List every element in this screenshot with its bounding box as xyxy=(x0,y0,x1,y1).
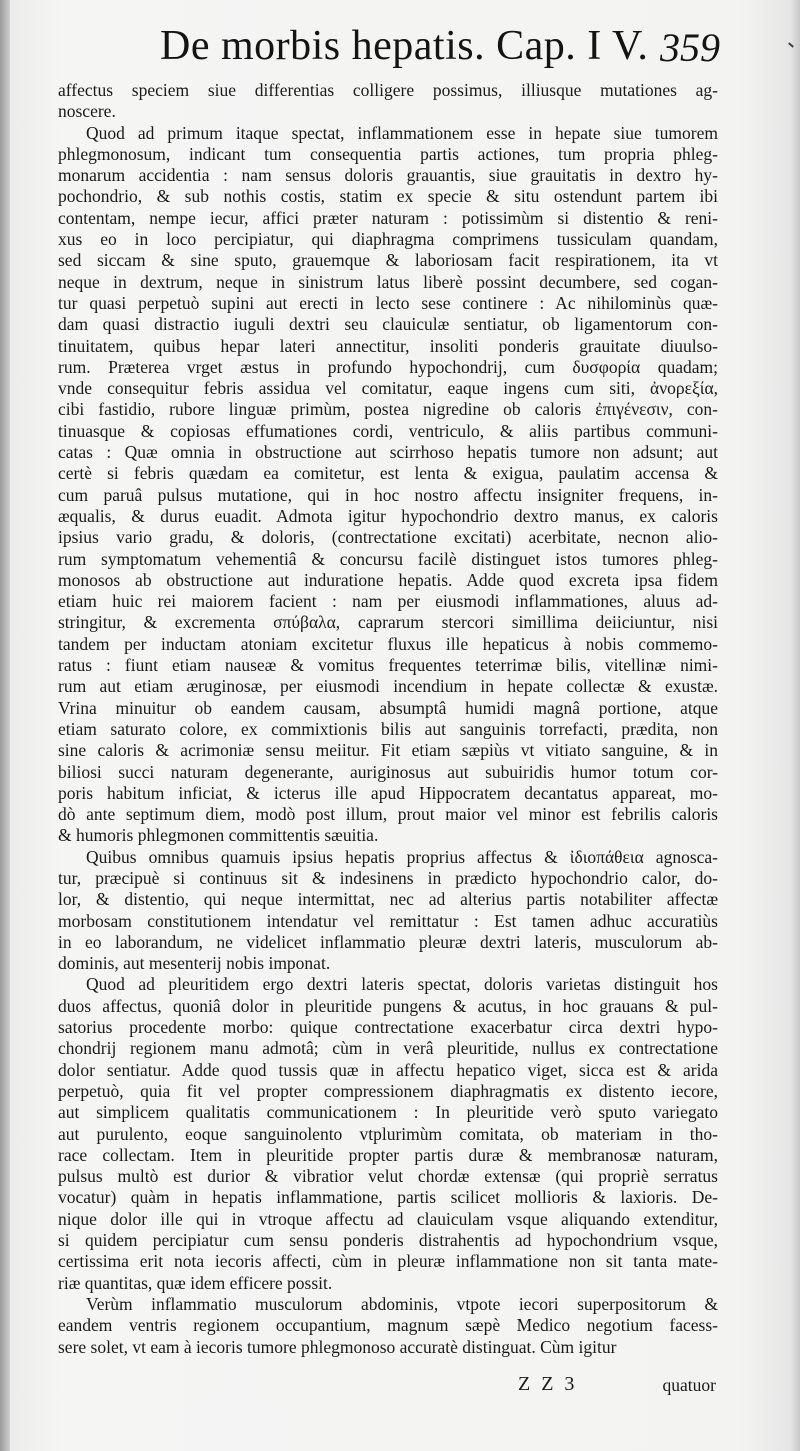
text-line: cibi fastidio, rubore linguæ primùm, postea nigredine ob caloris ἐπιγένεσιν, con- xyxy=(58,399,718,420)
page-edge-mark xyxy=(788,42,794,47)
text-line: etiam saturato colore, ex commixtionis bilis aut sanguinis torrefacti, prædita, non xyxy=(58,718,718,739)
text-line: vnde consequitur febris assidua vel comitatur, eaque ingens cum siti, ἀνορεξία, xyxy=(58,378,718,399)
text-line: sed siccam & sine sputo, grauemque & laboriosam facit respirationem, ita vt xyxy=(58,250,718,271)
text-line: cum paruâ pulsus mutatione, qui in hoc nostro affectu insigniter frequens, in- xyxy=(58,484,718,505)
text-line: rum symptomatum vehementiâ & concursu facilè distinguet istos tumores phleg- xyxy=(58,548,718,569)
body-text xyxy=(58,80,718,1358)
text-line: ratus : fiunt etiam nauseæ & vomitus frequentes teterrimæ bilis, vitellinæ nimi- xyxy=(58,655,718,676)
text-line: pochondrio, & sub nothis costis, statim ex specie & situ ostendunt partem ibi xyxy=(58,186,718,207)
text-line: perpetuò, quia fit vel propter compressionem diaphragmatis ex distento iecore, xyxy=(58,1080,718,1101)
text-line: Verùm inflammatio musculorum abdominis, vtpote iecori superpositorum & xyxy=(86,1293,718,1314)
text-line: pulsus multò est durior & vibratior velut chordæ extensæ (qui propriè serratus xyxy=(58,1166,718,1187)
text-line: poris habitum inficiat, & icterus ille apud Hippocratem decantatus appareat, mo- xyxy=(58,782,718,803)
text-line: etiam huic rei maiorem facient : nam per eiusmodi inflammationes, aluus ad- xyxy=(58,591,718,612)
text-line: sine caloris & acrimoniæ sensu meiitur. Fit etiam sæpiùs vt vitiato sanguine, & in xyxy=(58,740,718,761)
text-line: catas : Quæ omnia in obstructione aut scirrhoso hepatis tumore non adsunt; aut xyxy=(58,442,718,463)
text-line: affectus speciem siue differentias colligere possimus, illiusque mutationes ag- xyxy=(58,80,718,100)
text-line: satorius procedente morbo: quique contrectatione exacerbatur circa dextri hypo- xyxy=(58,1017,718,1038)
text-line: & humoris phlegmonen committentis sæuitia. xyxy=(58,825,379,846)
text-line: tur, præcipuè si continuus sit & indesinens in prædicto hypochondrio calor, do- xyxy=(58,867,718,888)
text-line: certissima erit nota iecoris affecti, cùm in pleuræ inflammatione non sit tanta mate- xyxy=(58,1251,718,1272)
text-line: ipsius vario gradu, & doloris, (contrectatione excitati) acerbitate, necnon alio- xyxy=(58,527,718,548)
text-line: vocatur) quàm in hepatis inflammatione, partis scilicet mollioris & laxioris. De- xyxy=(58,1187,718,1208)
text-line: phlegmonosum, indicant tum consequentia partis actiones, tum propria phleg- xyxy=(58,143,718,164)
signature-mark: Z Z 3 xyxy=(518,1373,578,1395)
text-line: riæ quantitas, quæ idem efficere possit. xyxy=(58,1272,333,1293)
text-line: noscere. xyxy=(58,101,116,122)
text-line: aut simplicem qualitatis communicationem : In pleuritide verò sputo variegato xyxy=(58,1102,718,1123)
text-line: neque in dextrum, neque in sinistrum latus liberè possint decumbere, sed cogan- xyxy=(58,271,718,292)
text-line: Quod ad primum itaque spectat, inflammationem esse in hepate siue tumorem xyxy=(86,122,718,143)
text-line: dò ante septimum diem, modò post illum, prout maior vel minor est febrilis caloris xyxy=(58,804,718,825)
text-line: monosos ab obstructione aut induratione hepatis. Adde quod excreta ipsa fidem xyxy=(58,569,718,590)
text-line: dam quasi distractio iuguli dextri seu clauiculæ sentiatur, ob ligamentorum con- xyxy=(58,314,718,335)
text-line: rum aut etiam æruginosæ, per eiusmodi incendium in hepate collectæ & exustæ. xyxy=(58,676,718,697)
text-line: xus eo in loco percipiatur, qui diaphragma comprimens tussiculam quandam, xyxy=(58,229,718,250)
text-line: stringitur, & excrementa σπύβαλα, caprarum stercori simillima deiiciuntur, nisi xyxy=(58,612,718,633)
text-line: rum. Præterea vrget æstus in profundo hypochondrij, cum δυσφορία quadam; xyxy=(58,356,718,377)
text-line: Vrina minuitur ob eandem causam, absumptâ humidi magnâ portione, atque xyxy=(58,697,718,718)
text-line: tandem per inductam atoniam excitetur fluxus ille hepaticus à nobis commemo- xyxy=(58,633,718,654)
text-line: monarum accidentia : nam sensus doloris grauantis, siue grauitatis in dextro hy- xyxy=(58,165,718,186)
text-line: nique dolor ille qui in vtroque affectu ad clauiculam vsque aliquando extenditur, xyxy=(58,1208,718,1229)
text-line: sere solet, vt eam à iecoris tumore phlegmonoso accuratè distinguat. Cùm igitur xyxy=(58,1336,617,1357)
text-line: contentam, nempe iecur, affici præter naturam : potissimùm si distentio & reni- xyxy=(58,207,718,228)
text-line: certè si febris quædam ea comitetur, est lenta & exigua, paulatim accensa & xyxy=(58,463,718,484)
text-line: race collectam. Item in pleuritide propter partis duræ & membranosæ naturam, xyxy=(58,1144,718,1165)
text-line: dolor sentiatur. Adde quod tussis quæ in affectu hepatico viget, sicca est & arida xyxy=(58,1059,718,1080)
page-footer xyxy=(58,1373,716,1397)
page-header xyxy=(160,22,720,74)
text-line: morbosam constitutionem intendatur vel remittatur : Est tamen adhuc accuratiùs xyxy=(58,910,718,931)
text-line: Quod ad pleuritidem ergo dextri lateris spectat, doloris varietas distinguit hos xyxy=(86,974,718,995)
text-line: dominis, aut mesenterij nobis imponat. xyxy=(58,953,331,974)
binding-gutter xyxy=(0,0,10,1451)
text-line: tinuasque & copiosas effumationes cordi, ventriculo, & aliis partibus communi- xyxy=(58,420,718,441)
text-line: aut purulento, eoque sanguinolento vtplurimùm comitata, ob materiam in tho- xyxy=(58,1123,718,1144)
text-line: si quidem percipiatur cum sensu ponderis distrahentis ad hypochondrium vsque, xyxy=(58,1230,718,1251)
catchword: quatuor xyxy=(662,1375,716,1395)
text-line: eandem ventris regionem occupantium, magnum sæpè Medico negotium facess- xyxy=(58,1315,718,1336)
text-line: in eo laborandum, ne videlicet inflammatio pleuræ dextri lateris, musculorum ab- xyxy=(58,931,718,952)
text-line: æqualis, & durus euadit. Admota igitur hypochondrio dextro manus, ex caloris xyxy=(58,505,718,526)
page-number: 359 xyxy=(660,25,720,70)
text-line: duos affectus, quoniâ dolor in pleuritide pungens & acutus, in hoc grauans & pul- xyxy=(58,995,718,1016)
text-line: lor, & distentio, qui neque intermittat, nec ad alterius partis notabiliter affectæ xyxy=(58,889,718,910)
text-line: biliosi succi naturam degenerante, auriginosus aut subuiridis humor totum cor- xyxy=(58,761,718,782)
text-line: tinuitatem, quibus hepar lateri annectitur, insoliti ponderis grauitate diuulso- xyxy=(58,335,718,356)
text-line: Quibus omnibus quamuis ipsius hepatis proprius affectus & ἰδιοπάθεια agnosca- xyxy=(86,846,718,867)
text-line: chondrij regionem manu admotâ; cùm in verâ pleuritide, nullus ex contrectatione xyxy=(58,1038,718,1059)
text-line: tur quasi perpetuò supini aut erecti in lecto sese continere : Ac nihilominùs quæ- xyxy=(58,292,718,313)
running-title: De morbis hepatis. Cap. I V. xyxy=(160,23,649,69)
